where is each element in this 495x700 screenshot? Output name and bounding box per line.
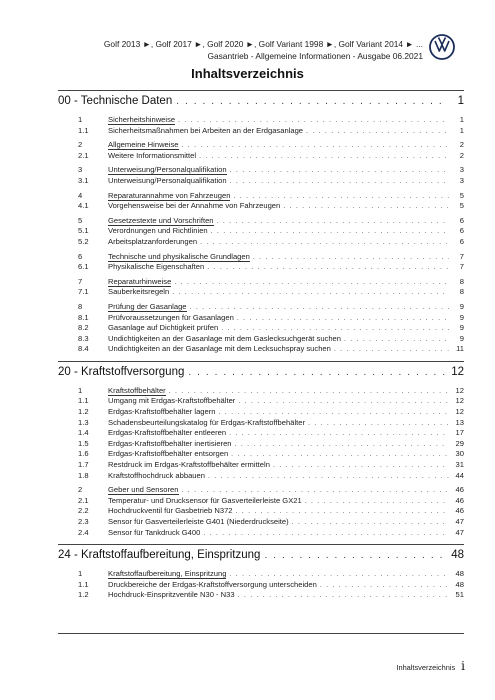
entry-title: Physikalische Eigenschaften: [108, 262, 205, 272]
dot-leader: [219, 409, 450, 416]
chapter-page-number: 12: [451, 365, 464, 378]
toc-section-entry[interactable]: [58, 386, 464, 397]
entry-number: 4: [78, 190, 83, 200]
entry-number: 1.2: [78, 590, 89, 600]
entry-number: 4.1: [78, 201, 89, 211]
chapter-page-number: 48: [451, 549, 464, 562]
dot-leader: [221, 325, 449, 332]
entry-number: 5.1: [78, 226, 89, 236]
toc-subsection-entry[interactable]: [58, 439, 464, 450]
entry-page-number: 8: [459, 287, 464, 297]
footer-divider: [58, 633, 464, 634]
entry-page-number: 46: [455, 495, 464, 505]
dot-leader: [182, 487, 449, 494]
toc-subsection-entry[interactable]: [58, 496, 464, 507]
entry-page-number: 2: [459, 140, 464, 150]
entry-title: Kraftstoffhochdruck abbauen: [108, 470, 205, 480]
entry-title: Geber und Sensoren: [108, 485, 179, 495]
dot-leader: [235, 441, 449, 448]
dot-leader: [174, 279, 449, 286]
chapter-title: 20 - Kraftstoffversorgung: [58, 365, 185, 378]
dot-leader: [233, 193, 449, 200]
entry-title: Technische und physikalische Grundlagen: [108, 251, 250, 261]
entry-title: Vorgehensweise bei der Annahme von Fahrzeugen: [108, 201, 281, 211]
entry-number: 1.4: [78, 428, 89, 438]
entry-number: 2.4: [78, 527, 89, 537]
entry-page-number: 3: [459, 175, 464, 185]
footer-page-number: i: [461, 659, 465, 673]
entry-number: 3.1: [78, 175, 89, 185]
dot-leader: [308, 420, 449, 427]
entry-title: Erdgas-Kraftstoffbehälter entleeren: [108, 428, 227, 438]
entry-number: 1.5: [78, 438, 89, 448]
toc-subsection-entry[interactable]: [58, 323, 464, 334]
entry-page-number: 7: [459, 262, 464, 272]
entry-title: Verordnungen und Richtlinien: [108, 226, 208, 236]
entry-page-number: 2: [459, 150, 464, 160]
dot-leader: [344, 336, 449, 343]
dot-leader: [253, 254, 449, 261]
toc-chapter-heading[interactable]: [58, 549, 464, 565]
toc-subsection-entry[interactable]: [58, 287, 464, 298]
page-title: Inhaltsverzeichnis: [191, 66, 304, 81]
entry-number: 2.1: [78, 495, 89, 505]
entry-title: Sicherheitshinweise: [108, 115, 176, 124]
toc-subsection-entry[interactable]: [58, 334, 464, 345]
toc-section-entry[interactable]: [58, 277, 464, 288]
entry-number: 1.7: [78, 460, 89, 470]
entry-number: 1.1: [78, 125, 89, 135]
page-footer: [396, 659, 465, 673]
entry-page-number: 48: [455, 569, 464, 579]
entry-page-number: 46: [455, 485, 464, 495]
toc-subsection-entry[interactable]: [58, 237, 464, 248]
toc-subsection-entry[interactable]: [58, 151, 464, 162]
entry-page-number: 30: [455, 449, 464, 459]
entry-page-number: 29: [455, 438, 464, 448]
entry-number: 3: [78, 165, 83, 175]
dot-leader: [306, 128, 449, 135]
header-subtitle: Gasantrieb - Allgemeine Informationen - Ausgabe 06.2021: [207, 51, 423, 61]
entry-page-number: 1: [459, 125, 464, 135]
entry-title: Sauberkeitsregeln: [108, 287, 170, 297]
entry-title: Temperatur- und Drucksensor für Gasverteilerleiste GX21: [108, 495, 302, 505]
entry-page-number: 9: [459, 301, 464, 311]
toc-section-entry[interactable]: [58, 216, 464, 227]
footer-label: Inhaltsverzeichnis: [396, 663, 456, 672]
entry-number: 5: [78, 215, 83, 225]
dot-leader: [203, 530, 449, 537]
dot-leader: [199, 153, 449, 160]
chapter-page-number: 1: [457, 95, 464, 107]
dot-leader: [229, 571, 449, 578]
entry-number: 1: [78, 115, 83, 124]
toc-subsection-entry[interactable]: [58, 201, 464, 212]
entry-page-number: 5: [459, 190, 464, 200]
entry-page-number: 44: [455, 470, 464, 480]
dot-leader: [200, 239, 449, 246]
entry-page-number: 11: [456, 344, 464, 354]
dot-leader: [238, 398, 449, 405]
toc-section-entry[interactable]: [58, 140, 464, 151]
entry-page-number: 48: [455, 579, 464, 589]
entry-title: Weitere Informationsmittel: [108, 150, 197, 160]
entry-title: Gesetzestexte und Vorschriften: [108, 215, 214, 225]
entry-title: Schadensbeurteilungskatalog für Erdgas-Kraftstoffbehälter: [108, 417, 305, 427]
toc-chapter-heading[interactable]: [58, 95, 464, 111]
toc-subsection-entry[interactable]: [58, 418, 464, 429]
dot-leader: [169, 388, 449, 395]
entry-number: 5.2: [78, 236, 89, 246]
entry-number: 6.1: [78, 262, 89, 272]
entry-title: Prüfung der Gasanlage: [108, 301, 187, 311]
entry-number: 1: [78, 385, 83, 395]
table-of-contents: [58, 90, 464, 607]
entry-number: 1.8: [78, 470, 89, 480]
entry-page-number: 6: [459, 215, 464, 225]
entry-page-number: 17: [455, 428, 464, 438]
entry-title: Undichtigkeiten an der Gasanlage mit dem Gaslecksuchgerät suchen: [108, 333, 342, 343]
dot-leader: [230, 178, 449, 185]
entry-title: Kraftstoffaufbereitung, Einspritzung: [108, 569, 227, 579]
chapter-title: 24 - Kraftstoffaufbereitung, Einspritzung: [58, 549, 261, 562]
entry-title: Unterweisung/Personalqualifikation: [108, 175, 227, 185]
entry-page-number: 9: [459, 323, 464, 333]
entry-page-number: 12: [455, 407, 464, 417]
toc-section-entry[interactable]: [58, 115, 464, 126]
toc-section-entry[interactable]: [58, 191, 464, 202]
entry-title: Reparaturannahme von Fahrzeugen: [108, 190, 231, 200]
toc-chapter: [58, 90, 464, 355]
toc-subsection-entry[interactable]: [58, 407, 464, 418]
toc-subsection-entry[interactable]: [58, 449, 464, 460]
entry-title: Unterweisung/Personalqualifikation: [108, 165, 227, 175]
entry-number: 1.1: [78, 396, 89, 406]
entry-title: Prüfvoraussetzungen für Gasanlagen: [108, 312, 234, 322]
dot-leader: [211, 228, 449, 235]
entry-title: Sensor für Gasverteilerleiste G401 (Niederdruckseite): [108, 517, 289, 526]
dot-leader: [273, 462, 449, 469]
entry-page-number: 1: [459, 115, 464, 124]
entry-number: 2.1: [78, 150, 89, 160]
entry-number: 7.1: [78, 287, 89, 297]
entry-page-number: 12: [455, 385, 464, 395]
entry-page-number: 8: [459, 276, 464, 286]
entry-page-number: 46: [455, 506, 464, 516]
entry-number: 8.4: [78, 344, 89, 354]
dot-leader: [230, 167, 449, 174]
entry-number: 2.3: [78, 517, 89, 526]
entry-number: 1.6: [78, 449, 89, 459]
entry-number: 8: [78, 301, 83, 311]
dot-leader: [236, 508, 449, 515]
entry-title: Arbeitsplatzanforderungen: [108, 236, 198, 246]
entry-page-number: 6: [459, 236, 464, 246]
toc-subsection-entry[interactable]: [58, 590, 464, 601]
entry-title: Sicherheitsmaßnahmen bei Arbeiten an der Erdgasanlage: [108, 125, 304, 135]
dot-leader: [334, 346, 449, 353]
dot-leader: [208, 473, 449, 480]
entry-number: 8.1: [78, 312, 89, 322]
toc-subsection-entry[interactable]: [58, 460, 464, 471]
dot-leader: [292, 519, 449, 526]
header-models: Golf 2013 ►, Golf 2017 ►, Golf 2020 ►, Golf Variant 1998 ►, Golf Variant 2014 ► ...: [103, 39, 423, 49]
dot-leader: [176, 96, 448, 107]
entry-title: Allgemeine Hinweise: [108, 140, 179, 150]
dot-leader: [188, 367, 447, 378]
entry-page-number: 47: [455, 517, 464, 526]
dot-leader: [182, 142, 450, 149]
dot-leader: [229, 430, 449, 437]
entry-title: Restdruck im Erdgas-Kraftstoffbehälter ermitteln: [108, 460, 270, 470]
entry-page-number: 9: [459, 312, 464, 322]
toc-subsection-entry[interactable]: [58, 428, 464, 439]
entry-page-number: 3: [459, 165, 464, 175]
entry-title: Umgang mit Erdgas-Kraftstoffbehälter: [108, 396, 236, 406]
dot-leader: [264, 550, 447, 561]
toc-chapter-heading[interactable]: [58, 366, 464, 382]
dot-leader: [172, 289, 449, 296]
entry-number: 2.2: [78, 506, 89, 516]
entry-page-number: 6: [459, 226, 464, 236]
toc-section-entry[interactable]: [58, 252, 464, 263]
toc-subsection-entry[interactable]: [58, 313, 464, 324]
toc-section-entry[interactable]: [58, 165, 464, 176]
entry-page-number: 47: [455, 527, 464, 537]
entry-page-number: 31: [455, 460, 464, 470]
entry-number: 1: [78, 569, 83, 579]
toc-section-entry[interactable]: [58, 485, 464, 496]
entry-page-number: 5: [459, 201, 464, 211]
toc-subsection-entry[interactable]: [58, 528, 464, 539]
entry-number: 7: [78, 276, 83, 286]
toc-subsection-entry[interactable]: [58, 176, 464, 187]
entry-page-number: 7: [459, 251, 464, 261]
entry-title: Reparaturhinweise: [108, 276, 172, 286]
toc-subsection-entry[interactable]: [58, 471, 464, 482]
toc-subsection-entry[interactable]: [58, 396, 464, 407]
toc-subsection-entry[interactable]: [58, 344, 464, 355]
toc-subsection-entry[interactable]: [58, 506, 464, 517]
vw-logo-icon: [429, 34, 455, 60]
dot-leader: [237, 315, 449, 322]
entry-page-number: 12: [455, 396, 464, 406]
toc-subsection-entry[interactable]: [58, 226, 464, 237]
dot-leader: [178, 117, 449, 124]
toc-subsection-entry[interactable]: [58, 517, 464, 528]
entry-number: 1.3: [78, 417, 89, 427]
toc-section-entry[interactable]: [58, 569, 464, 580]
dot-leader: [238, 592, 449, 599]
toc-section-entry[interactable]: [58, 302, 464, 313]
entry-number: 2: [78, 485, 83, 495]
entry-number: 2: [78, 140, 83, 150]
entry-page-number: 9: [459, 333, 464, 343]
toc-subsection-entry[interactable]: [58, 580, 464, 591]
entry-title: Erdgas-Kraftstoffbehälter inertisieren: [108, 438, 232, 448]
entry-number: 1.2: [78, 407, 89, 417]
dot-leader: [283, 203, 449, 210]
entry-title: Druckbereiche der Erdgas-Kraftstoffversorgung unterscheiden: [108, 579, 317, 589]
dot-leader: [207, 264, 449, 271]
dot-leader: [190, 304, 449, 311]
entry-title: Undichtigkeiten an der Gasanlage mit dem Lecksuchspray suchen: [108, 344, 331, 354]
entry-title: Kraftstoffbehälter: [108, 385, 166, 395]
entry-title: Hochdruckventil für Gasbetrieb N372: [108, 506, 233, 516]
entry-number: 6: [78, 251, 83, 261]
toc-subsection-entry[interactable]: [58, 126, 464, 137]
document-header: [104, 38, 423, 62]
entry-number: 8.2: [78, 323, 89, 333]
entry-page-number: 13: [455, 417, 464, 427]
toc-chapter: [58, 544, 464, 601]
entry-number: 1.1: [78, 579, 89, 589]
entry-title: Gasanlage auf Dichtigkeit prüfen: [108, 323, 219, 333]
toc-chapter: [58, 361, 464, 538]
entry-page-number: 51: [455, 590, 464, 600]
entry-title: Erdgas-Kraftstoffbehälter lagern: [108, 407, 216, 417]
entry-number: 8.3: [78, 333, 89, 343]
toc-subsection-entry[interactable]: [58, 262, 464, 273]
dot-leader: [305, 498, 449, 505]
chapter-title: 00 - Technische Daten: [58, 95, 173, 107]
dot-leader: [231, 451, 449, 458]
entry-title: Erdgas-Kraftstoffbehälter entsorgen: [108, 449, 229, 459]
dot-leader: [320, 582, 449, 589]
entry-title: Hochdruck-Einspritzventile N30 - N33: [108, 590, 235, 600]
entry-title: Sensor für Tankdruck G400: [108, 527, 201, 537]
dot-leader: [217, 218, 449, 225]
